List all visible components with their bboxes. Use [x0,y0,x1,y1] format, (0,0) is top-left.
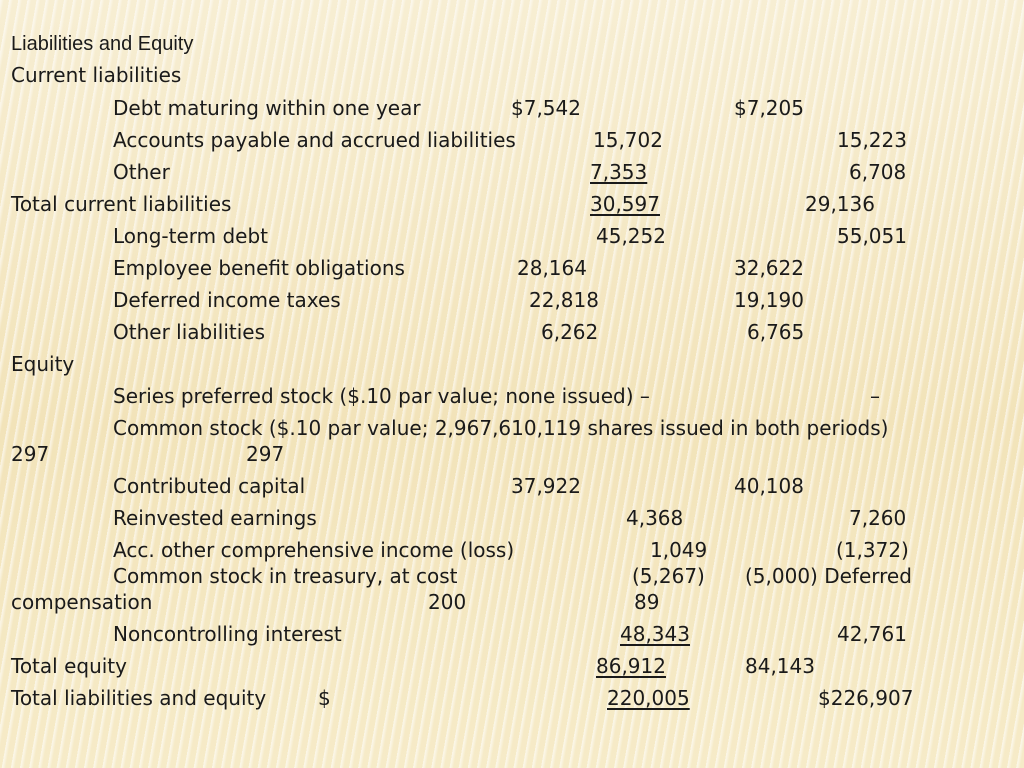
row-value-employee-benefit-2010: 32,622 [734,256,804,280]
row-label-other: Other [113,160,170,184]
row-value-total-current-2010: 29,136 [805,192,875,216]
row-label-other-liabilities: Other liabilities [113,320,266,344]
row-label-common-treasury: Common stock in treasury, at cost [113,564,458,588]
row-value-other-liabilities-2011: 6,262 [541,320,599,344]
row-label-long-term-debt: Long-term debt [113,224,269,248]
row-label-common-stock: Common stock ($.10 par value; 2,967,610,119 shares issued in both periods) [113,416,889,440]
row-value-total-liabilities-equity-2010: $226,907 [818,686,914,710]
row-label-debt-maturing: Debt maturing within one year [113,96,421,120]
row-label-accounts-payable: Accounts payable and accrued liabilities [113,128,516,152]
row-value-series-preferred-2010: – [870,384,880,408]
section-current-liabilities: Current liabilities [11,63,182,87]
page-title: Liabilities and Equity [11,33,194,55]
row-label-total-liabilities-equity: Total liabilities and equity [11,686,267,710]
row-value-deferred-income-taxes-2010: 19,190 [734,288,804,312]
row-value-noncontrolling-interest-2011: 48,343 [620,622,690,646]
row-value-common-treasury-2011: (5,267) [632,564,705,588]
row-value-long-term-debt-2010: 55,051 [837,224,907,248]
row-value-common-stock-2011: 297 [11,442,50,466]
row-value-other-2010: 6,708 [849,160,907,184]
row-dollar-total-liabilities-equity: $ [318,686,331,710]
row-value-total-liabilities-equity-2011: 220,005 [607,686,690,710]
row-value-total-current-2011: 30,597 [590,192,660,216]
row-value-acc-other-comprehensive-2011: 1,049 [650,538,708,562]
row-value-debt-maturing-2010: $7,205 [734,96,804,120]
row-label-deferred-compensation: compensation [11,590,153,614]
row-value-employee-benefit-2011: 28,164 [517,256,587,280]
row-label-series-preferred: Series preferred stock ($.10 par value; none issued) – [113,384,650,408]
row-label-contributed-capital: Contributed capital [113,474,306,498]
row-label-acc-other-comprehensive: Acc. other comprehensive income (loss) [113,538,515,562]
row-label-employee-benefit: Employee benefit obligations [113,256,405,280]
row-value-reinvested-earnings-2011: 4,368 [626,506,684,530]
row-value-common-treasury-2010: (5,000) Deferred [745,564,912,588]
row-value-total-equity-2010: 84,143 [745,654,815,678]
row-label-total-equity: Total equity [11,654,127,678]
row-value-accounts-payable-2010: 15,223 [837,128,907,152]
row-label-deferred-income-taxes: Deferred income taxes [113,288,341,312]
row-value-contributed-capital-2011: 37,922 [511,474,581,498]
row-value-other-2011: 7,353 [590,160,648,184]
row-value-deferred-income-taxes-2011: 22,818 [529,288,599,312]
row-value-other-liabilities-2010: 6,765 [747,320,805,344]
row-value-reinvested-earnings-2010: 7,260 [849,506,907,530]
row-value-common-stock-2010: 297 [246,442,285,466]
row-value-deferred-compensation-2011: 200 [428,590,467,614]
row-value-noncontrolling-interest-2010: 42,761 [837,622,907,646]
row-value-long-term-debt-2011: 45,252 [596,224,666,248]
row-value-deferred-compensation-2010: 89 [634,590,660,614]
section-equity: Equity [11,352,75,376]
row-label-reinvested-earnings: Reinvested earnings [113,506,317,530]
row-label-total-current: Total current liabilities [11,192,232,216]
row-label-noncontrolling-interest: Noncontrolling interest [113,622,342,646]
row-value-acc-other-comprehensive-2010: (1,372) [836,538,909,562]
row-value-total-equity-2011: 86,912 [596,654,666,678]
row-value-debt-maturing-2011: $7,542 [511,96,581,120]
row-value-accounts-payable-2011: 15,702 [593,128,663,152]
row-value-contributed-capital-2010: 40,108 [734,474,804,498]
